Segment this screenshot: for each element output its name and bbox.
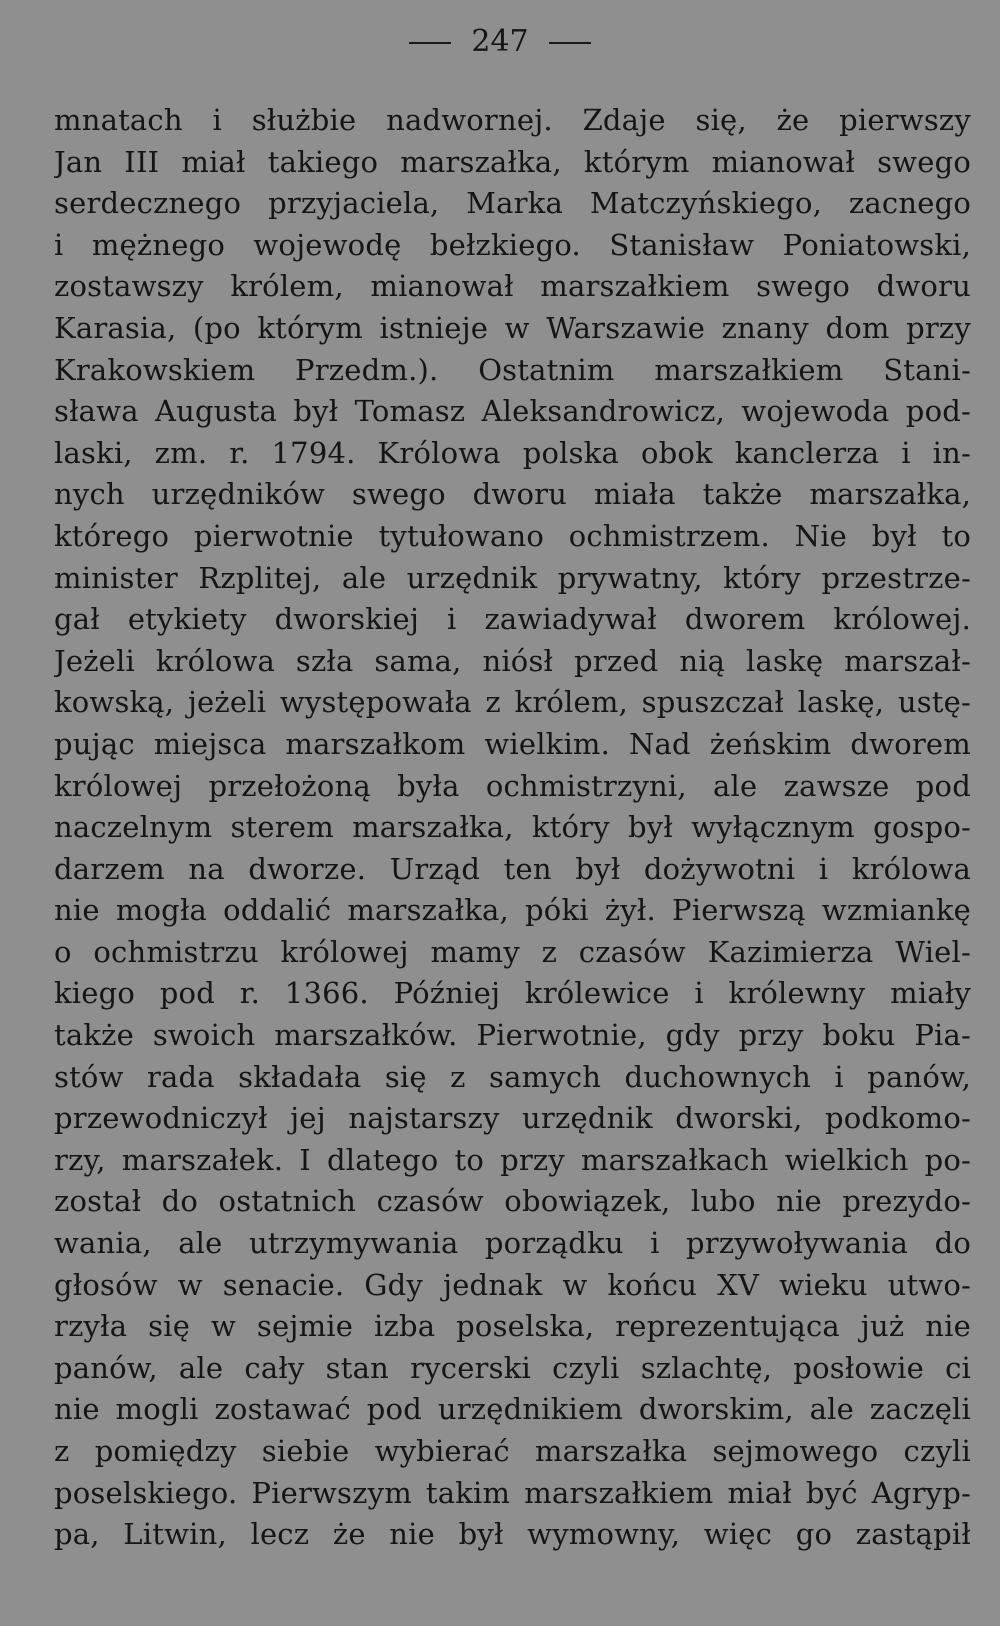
text-line: którego pierwotnie tytułowano ochmistrzem. Nie był to [54,518,971,553]
text-line: rzyła się w sejmie izba poselska, reprezentująca już nie [54,1309,971,1344]
text-line: i mężnego wojewodę bełzkiego. Stanisław Poniatowski, [54,227,971,262]
text-line: minister Rzplitej, ale urzędnik prywatny, który przestrze- [54,560,971,595]
text-line: rzy, marszałek. I dlatego to przy marszałkach wielkich po- [54,1142,971,1177]
text-line: wania, ale utrzymywania porządku i przywoływania do [54,1226,971,1261]
text-line: zostawszy królem, mianował marszałkiem swego dworu [54,269,971,304]
text-line: Krakowskiem Przedm.). Ostatnim marszałkiem Stani- [54,352,971,387]
text-line: pa, Litwin, lecz że nie był wymowny, więc go zastąpił [54,1517,971,1552]
text-line: kiego pod r. 1366. Później królewice i królewny miały [54,976,971,1011]
text-line: Jan III miał takiego marszałka, którym mianował swego [54,144,971,179]
text-line: Jeżeli królowa szła sama, niósł przed nią laskę marszał- [54,643,971,678]
text-line: poselskiego. Pierwszym takim marszałkiem miał być Agryp- [54,1475,971,1510]
text-line: naczelnym sterem marszałka, który był wyłącznym gospo- [54,810,971,845]
text-line: także swoich marszałków. Pierwotnie, gdy przy boku Pia- [54,1018,971,1053]
text-line: nie mogła oddalić marszałka, póki żył. Pierwszą wzmiankę [54,893,971,928]
text-line: pując miejsca marszałkom wielkim. Nad żeńskim dworem [54,726,971,761]
text-line: głosów w senacie. Gdy jednak w końcu XV wieku utwo- [54,1267,971,1302]
text-line: nych urzędników swego dworu miała także marszałka, [54,477,971,512]
text-line: sława Augusta był Tomasz Aleksandrowicz, wojewoda pod- [54,394,971,429]
text-line: przewodniczył jej najstarszy urzędnik dworski, podkomo- [54,1101,971,1136]
text-line: został do ostatnich czasów obowiązek, lubo nie prezydo- [54,1184,971,1219]
text-line: nie mogli zostawać pod urzędnikiem dworskim, ale zaczęli [54,1392,971,1427]
text-line: kowską, jeżeli występowała z królem, spuszczał laskę, ustę- [54,685,971,720]
text-line: gał etykiety dworskiej i zawiadywał dworem królowej. [54,602,971,637]
text-line: darzem na dworze. Urząd ten był dożywotni i królowa [54,851,971,886]
page-number: 247 [471,24,529,59]
text-line: mnatach i służbie nadwornej. Zdaje się, że pierwszy [54,103,971,137]
text-line: z pomiędzy siebie wybierać marszałka sejmowego czyli [54,1434,971,1468]
body-text [54,100,971,1556]
text-line: panów, ale cały stan rycerski czyli szlachtę, posłowie ci [54,1350,971,1385]
page-header [0,22,1000,62]
text-line: serdecznego przyjaciela, Marka Matczyńskiego, zacnego [54,186,971,221]
header-dash-right [549,42,591,44]
header-dash-left [409,42,451,44]
text-line: stów rada składała się z samych duchownych i panów, [54,1059,971,1094]
text-line: o ochmistrzu królowej mamy z czasów Kazimierza Wiel- [54,934,971,969]
text-line: laski, zm. r. 1794. Królowa polska obok kanclerza i in- [54,435,971,470]
text-line: Karasia, (po którym istnieje w Warszawie znany dom przy [54,310,971,345]
text-line: królowej przełożoną była ochmistrzyni, ale zawsze pod [54,768,971,803]
